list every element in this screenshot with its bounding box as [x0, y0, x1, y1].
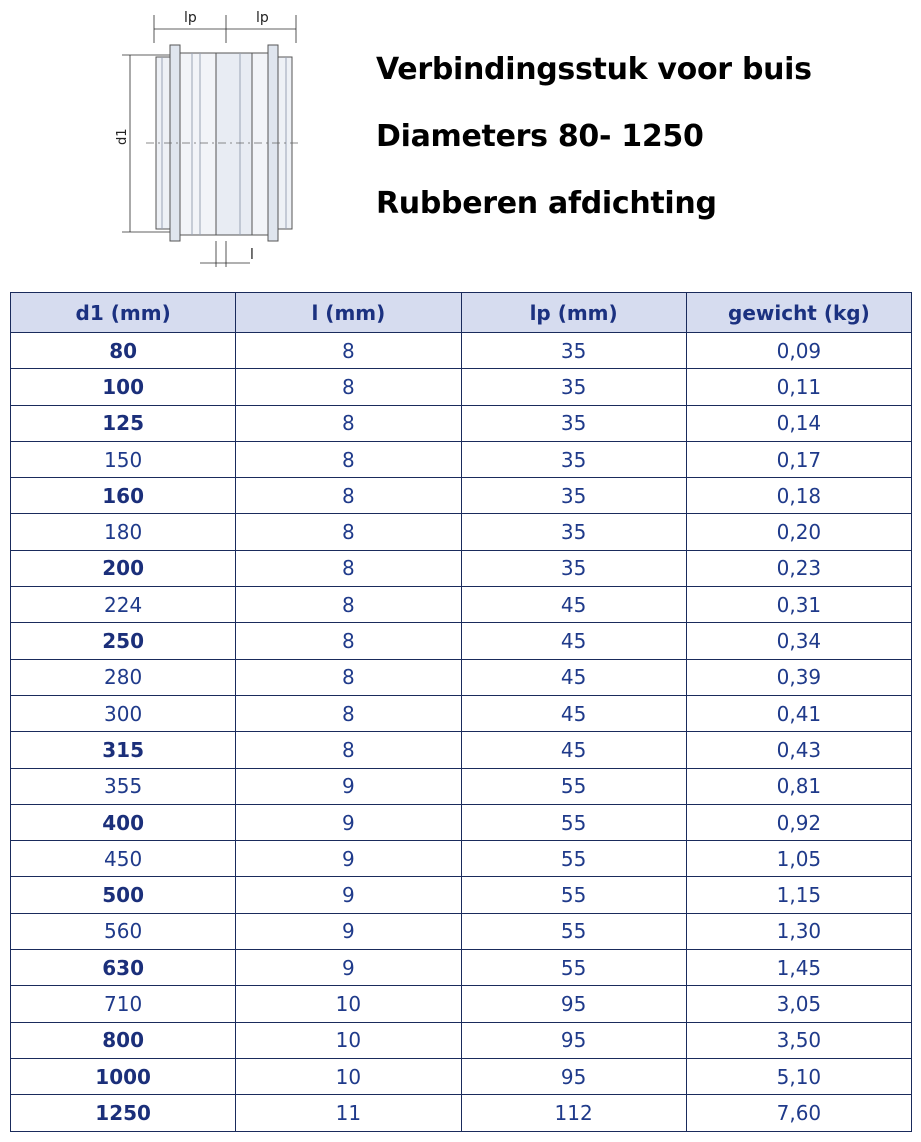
table-row [11, 1058, 912, 1094]
cell-d1: 160 [11, 478, 236, 514]
table-row [11, 768, 912, 804]
title-line-1: Verbindingsstuk voor buis [376, 52, 812, 87]
cell-lp: 45 [461, 695, 686, 731]
cell-d1: 710 [11, 986, 236, 1022]
header-lp: lp (mm) [461, 293, 686, 333]
lp-left-label: lp [184, 10, 197, 26]
table-row [11, 1095, 912, 1131]
cell-weight: 3,05 [686, 986, 911, 1022]
cell-lp: 55 [461, 950, 686, 986]
cell-d1: 400 [11, 804, 236, 840]
table-row [11, 441, 912, 477]
cell-d1: 800 [11, 1022, 236, 1058]
cell-weight: 0,23 [686, 550, 911, 586]
table-row [11, 950, 912, 986]
table-row [11, 405, 912, 441]
cell-weight: 0,18 [686, 478, 911, 514]
cell-d1: 500 [11, 877, 236, 913]
cell-l: 10 [236, 986, 461, 1022]
cell-lp: 45 [461, 659, 686, 695]
cell-lp: 45 [461, 587, 686, 623]
cell-lp: 112 [461, 1095, 686, 1131]
table-row [11, 333, 912, 369]
cell-l: 8 [236, 478, 461, 514]
table-row [11, 623, 912, 659]
table-row [11, 550, 912, 586]
cell-weight: 1,05 [686, 841, 911, 877]
cell-d1: 630 [11, 950, 236, 986]
cell-l: 8 [236, 732, 461, 768]
table-row [11, 659, 912, 695]
cell-lp: 35 [461, 369, 686, 405]
cell-d1: 280 [11, 659, 236, 695]
table-row [11, 514, 912, 550]
cell-weight: 1,45 [686, 950, 911, 986]
table-row [11, 478, 912, 514]
cell-weight: 5,10 [686, 1058, 911, 1094]
cell-weight: 3,50 [686, 1022, 911, 1058]
cell-d1: 80 [11, 333, 236, 369]
cell-l: 8 [236, 695, 461, 731]
cell-d1: 180 [11, 514, 236, 550]
cell-l: 9 [236, 841, 461, 877]
table-header-row [11, 293, 912, 333]
cell-d1: 560 [11, 913, 236, 949]
table-row [11, 877, 912, 913]
cell-weight: 0,20 [686, 514, 911, 550]
cell-lp: 55 [461, 877, 686, 913]
cell-d1: 315 [11, 732, 236, 768]
d1-label: d1 [115, 128, 130, 145]
cell-l: 8 [236, 514, 461, 550]
cell-lp: 35 [461, 333, 686, 369]
cell-lp: 95 [461, 986, 686, 1022]
cell-d1: 125 [11, 405, 236, 441]
cell-lp: 45 [461, 732, 686, 768]
cell-lp: 55 [461, 804, 686, 840]
cell-weight: 7,60 [686, 1095, 911, 1131]
cell-weight: 1,30 [686, 913, 911, 949]
cell-lp: 35 [461, 514, 686, 550]
cell-l: 9 [236, 913, 461, 949]
cell-d1: 355 [11, 768, 236, 804]
cell-l: 10 [236, 1022, 461, 1058]
specification-table [10, 292, 912, 1132]
cell-weight: 0,92 [686, 804, 911, 840]
cell-l: 9 [236, 768, 461, 804]
table-row [11, 369, 912, 405]
cell-l: 9 [236, 877, 461, 913]
cell-l: 8 [236, 369, 461, 405]
table-row [11, 1022, 912, 1058]
cell-d1: 200 [11, 550, 236, 586]
cell-d1: 1000 [11, 1058, 236, 1094]
table-row [11, 587, 912, 623]
header-d1: d1 (mm) [11, 293, 236, 333]
table-row [11, 804, 912, 840]
cell-l: 10 [236, 1058, 461, 1094]
cell-lp: 35 [461, 441, 686, 477]
cell-weight: 0,81 [686, 768, 911, 804]
connector-technical-drawing [100, 5, 320, 275]
cell-l: 8 [236, 441, 461, 477]
cell-weight: 0,14 [686, 405, 911, 441]
cell-l: 9 [236, 950, 461, 986]
cell-l: 8 [236, 405, 461, 441]
cell-weight: 0,11 [686, 369, 911, 405]
cell-lp: 95 [461, 1022, 686, 1058]
cell-weight: 0,09 [686, 333, 911, 369]
table-row [11, 732, 912, 768]
cell-lp: 35 [461, 405, 686, 441]
cell-l: 8 [236, 623, 461, 659]
title-line-2: Diameters 80- 1250 [376, 119, 704, 154]
cell-d1: 100 [11, 369, 236, 405]
cell-d1: 300 [11, 695, 236, 731]
title-line-3: Rubberen afdichting [376, 186, 717, 221]
cell-lp: 55 [461, 913, 686, 949]
cell-l: 8 [236, 659, 461, 695]
cell-lp: 95 [461, 1058, 686, 1094]
header-l: l (mm) [236, 293, 461, 333]
cell-l: 9 [236, 804, 461, 840]
cell-weight: 0,39 [686, 659, 911, 695]
cell-d1: 1250 [11, 1095, 236, 1131]
cell-weight: 0,31 [686, 587, 911, 623]
cell-weight: 1,15 [686, 877, 911, 913]
cell-l: 8 [236, 550, 461, 586]
cell-lp: 55 [461, 768, 686, 804]
cell-weight: 0,43 [686, 732, 911, 768]
lp-right-label: lp [256, 10, 269, 26]
cell-lp: 35 [461, 550, 686, 586]
cell-weight: 0,34 [686, 623, 911, 659]
cell-d1: 450 [11, 841, 236, 877]
cell-l: 8 [236, 333, 461, 369]
table-row [11, 841, 912, 877]
cell-d1: 250 [11, 623, 236, 659]
table-row [11, 695, 912, 731]
cell-d1: 224 [11, 587, 236, 623]
cell-l: 8 [236, 587, 461, 623]
table-row [11, 913, 912, 949]
cell-lp: 45 [461, 623, 686, 659]
cell-weight: 0,41 [686, 695, 911, 731]
cell-weight: 0,17 [686, 441, 911, 477]
table-row [11, 986, 912, 1022]
cell-lp: 35 [461, 478, 686, 514]
cell-d1: 150 [11, 441, 236, 477]
cell-lp: 55 [461, 841, 686, 877]
l-label: l [250, 247, 254, 263]
header-weight: gewicht (kg) [686, 293, 911, 333]
product-title-block [376, 50, 896, 251]
cell-l: 11 [236, 1095, 461, 1131]
